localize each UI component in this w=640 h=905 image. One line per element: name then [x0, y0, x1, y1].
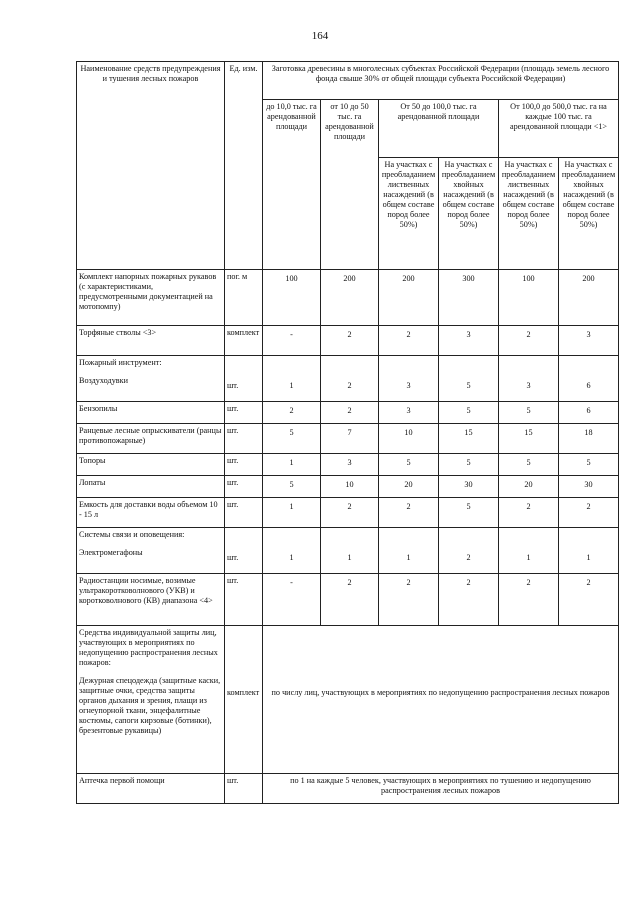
row-value: 2: [559, 574, 619, 626]
row-value: 2: [321, 402, 379, 424]
row-value: 1: [321, 528, 379, 574]
table-row: [77, 402, 619, 424]
row-value: 2: [321, 498, 379, 528]
row-value: 3: [439, 326, 499, 356]
row-value: 3: [499, 356, 559, 402]
row-value: 2: [321, 326, 379, 356]
row-name: Топоры: [77, 454, 225, 476]
row-value: 2: [263, 402, 321, 424]
row-value: 5: [559, 454, 619, 476]
header-name-col: Наименование средств предупреждения и тушения лесных пожаров: [77, 62, 225, 270]
row-value: 18: [559, 424, 619, 454]
row-unit: шт.: [225, 528, 263, 574]
equipment-table: [76, 61, 619, 804]
row-unit: комплект: [225, 626, 263, 774]
row-unit: шт.: [225, 424, 263, 454]
ppe-name: Дежурная спецодежда (защитные каски, защитные очки, средства защиты органов дыхания и зрения, плащи из огнеупорной ткани, энцефалитные костюмы, сапоги кирзовые (ботинки), брезентовые рукавицы): [79, 676, 221, 735]
row-value: 15: [499, 424, 559, 454]
table-row: [77, 774, 619, 804]
row-name: Емкость для доставки воды объемом 10 - 15 л: [77, 498, 225, 528]
row-value: 5: [439, 454, 499, 476]
row-name: Радиостанции носимые, возимые ультракоротковолнового (УКВ) и коротковолнового (КВ) диапазона <4>: [77, 574, 225, 626]
row-value: 15: [439, 424, 499, 454]
header-col-a: до 10,0 тыс. га арендованной площади: [263, 100, 321, 270]
row-name: [77, 356, 225, 402]
row-name: Торфяные стволы <3>: [77, 326, 225, 356]
row-unit: шт.: [225, 476, 263, 498]
row-unit: шт.: [225, 498, 263, 528]
row-value: 1: [263, 498, 321, 528]
header-sub-conifer: На участках с преобладанием хвойных насаждений (в общем составе пород более 50%): [559, 158, 619, 270]
row-unit: шт.: [225, 402, 263, 424]
row-name: Лопаты: [77, 476, 225, 498]
row-value: 1: [379, 528, 439, 574]
row-value: 30: [559, 476, 619, 498]
row-unit: шт.: [225, 356, 263, 402]
header-group-title: Заготовка древесины в многолесных субъектах Российской Федерации (площадь земель лесного фонда свыше 30% от общей площади субъекта Российской Федерации): [263, 62, 619, 100]
row-unit: шт.: [225, 774, 263, 804]
row-value: 200: [379, 270, 439, 326]
header-sub-deciduous: На участках с преобладанием лиственных насаждений (в общем составе пород более 50%): [499, 158, 559, 270]
header-unit-col: Ед. изм.: [225, 62, 263, 270]
row-value: 2: [321, 574, 379, 626]
row-value: 2: [379, 574, 439, 626]
row-value: 2: [499, 574, 559, 626]
table-row: [77, 528, 619, 574]
row-value: 3: [559, 326, 619, 356]
table-row: [77, 574, 619, 626]
row-unit: комплект: [225, 326, 263, 356]
header-col-b: от 10 до 50 тыс. га арендованной площади: [321, 100, 379, 270]
row-unit: шт.: [225, 454, 263, 476]
table-row: [77, 498, 619, 528]
row-value: 2: [439, 574, 499, 626]
row-unit: пог. м: [225, 270, 263, 326]
row-value: 5: [499, 402, 559, 424]
row-value: 6: [559, 402, 619, 424]
row-value: 100: [499, 270, 559, 326]
row-value: 5: [439, 356, 499, 402]
row-value: -: [263, 326, 321, 356]
row-value: 200: [321, 270, 379, 326]
row-value: 300: [439, 270, 499, 326]
header-group-c: От 50 до 100,0 тыс. га арендованной площади: [379, 100, 499, 158]
row-name: Аптечка первой помощи: [77, 774, 225, 804]
table-row: [77, 270, 619, 326]
row-value: 2: [499, 498, 559, 528]
row-name: Бензопилы: [77, 402, 225, 424]
header-row: [77, 62, 619, 100]
row-value: 2: [379, 498, 439, 528]
row-name: [77, 528, 225, 574]
row-value: 5: [379, 454, 439, 476]
row-value: 2: [321, 356, 379, 402]
row-value: 7: [321, 424, 379, 454]
row-unit: шт.: [225, 574, 263, 626]
row-value: 1: [263, 528, 321, 574]
row-value: 1: [263, 454, 321, 476]
header-sub-conifer: На участках с преобладанием хвойных насаждений (в общем составе пород более 50%): [439, 158, 499, 270]
ppe-value: по числу лиц, участвующих в мероприятиях по недопущению распространения лесных пожаров: [263, 626, 619, 774]
row-value: 200: [559, 270, 619, 326]
row-value: 5: [263, 424, 321, 454]
header-group-d: От 100,0 до 500,0 тыс. га на каждые 100 тыс. га арендованной площади <1>: [499, 100, 619, 158]
row-value: -: [263, 574, 321, 626]
row-value: 3: [379, 402, 439, 424]
row-name-text: Электромегафоны: [79, 548, 143, 557]
table-row: [77, 356, 619, 402]
page-number: 164: [311, 30, 329, 42]
row-name: Ранцевые лесные опрыскиватели (ранцы противопожарные): [77, 424, 225, 454]
row-value: 5: [439, 402, 499, 424]
ppe-title: Средства индивидуальной защиты лиц, участвующих в мероприятиях по недопущению распространения лесных пожаров:: [79, 628, 218, 667]
row-value: 3: [379, 356, 439, 402]
table-row: [77, 424, 619, 454]
row-value: 2: [439, 528, 499, 574]
row-value: 1: [263, 356, 321, 402]
row-value: 100: [263, 270, 321, 326]
table-row: [77, 476, 619, 498]
row-value: 20: [499, 476, 559, 498]
row-value: 2: [379, 326, 439, 356]
row-value: 2: [559, 498, 619, 528]
row-value: 1: [559, 528, 619, 574]
table-row: [77, 454, 619, 476]
row-name-text: Воздуходувки: [79, 376, 129, 385]
row-value: 20: [379, 476, 439, 498]
row-value: 10: [321, 476, 379, 498]
row-value: 2: [499, 326, 559, 356]
section-heading: Пожарный инструмент:: [79, 358, 162, 367]
row-value: 5: [499, 454, 559, 476]
row-value: 5: [263, 476, 321, 498]
section-heading: Системы связи и оповещения:: [79, 530, 185, 539]
row-value: 1: [499, 528, 559, 574]
row-value: 30: [439, 476, 499, 498]
row-value: 10: [379, 424, 439, 454]
row-value: 3: [321, 454, 379, 476]
row-value: 6: [559, 356, 619, 402]
table-row: [77, 626, 619, 774]
table-row: [77, 326, 619, 356]
row-value: 5: [439, 498, 499, 528]
header-sub-deciduous: На участках с преобладанием лиственных насаждений (в общем составе пород более 50%): [379, 158, 439, 270]
row-name: Комплект напорных пожарных рукавов (с характеристиками, предусмотренными документацией на мотопомпу): [77, 270, 225, 326]
first-aid-value: по 1 на каждые 5 человек, участвующих в мероприятиях по тушению и недопущению распространения лесных пожаров: [263, 774, 619, 804]
row-name: [77, 626, 225, 774]
